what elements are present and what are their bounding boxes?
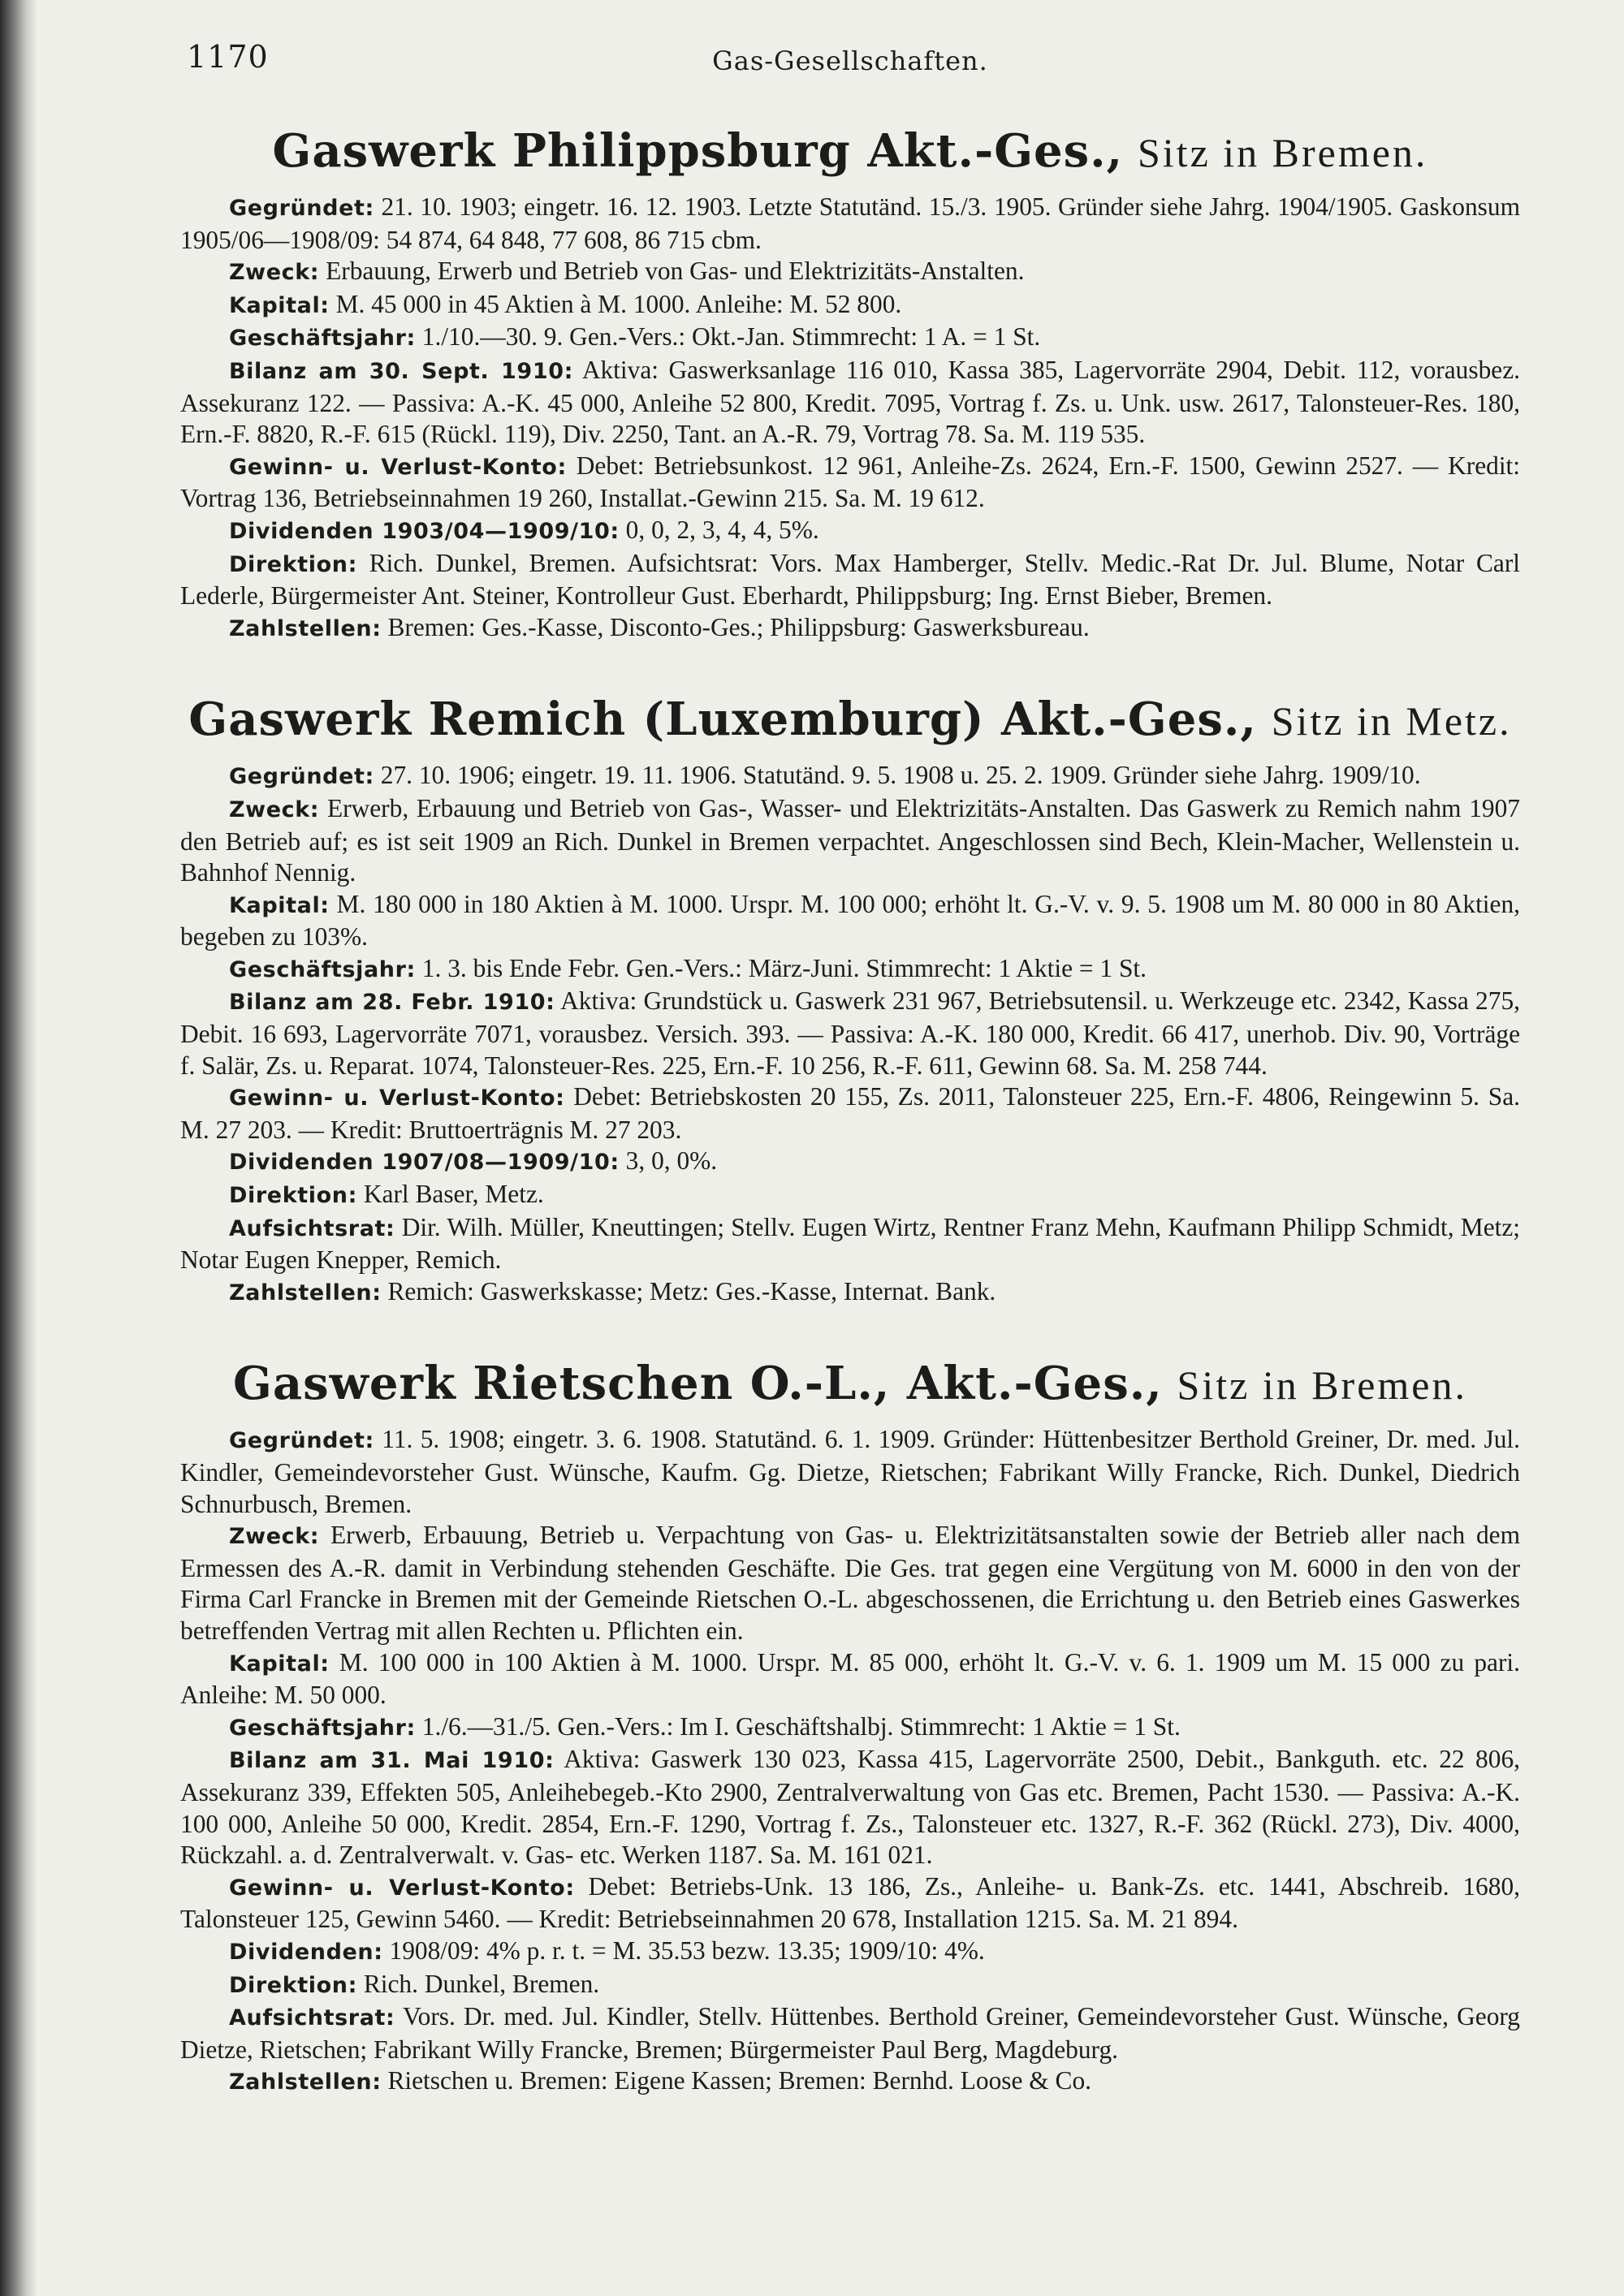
field-text: Debet: Betriebs-Unk. 13 186, Zs., Anleihe- u. Bank-Zs. etc. 1441, Abschreib. 1680, Talonsteuer 125, Gewinn 5460. — Kredit: Betriebseinnahmen 20 678, Installation 1215. Sa. M. 21 894.	[180, 1871, 1520, 1934]
field-label: Direktion:	[229, 551, 357, 577]
field-text: Vors. Dr. med. Jul. Kindler, Stellv. Hüttenbes. Berthold Greiner, Gemeindevorsteher Gust. Wünsche, Georg Dietze, Rietschen; Fabrikant Willy Francke, Bremen; Bürgermeister Paul Berg, Magdeburg.	[180, 2002, 1520, 2064]
field-label: Geschäftsjahr:	[229, 1715, 416, 1741]
company-entry	[180, 690, 1520, 1309]
company-title	[180, 1354, 1520, 1414]
field-label: Zweck:	[229, 260, 320, 286]
field-text: Debet: Betriebskosten 20 155, Zs. 2011, Talonsteuer 225, Ern.-F. 4806, Reingewinn 5. Sa. M. 27 203. — Kredit: Bruttoerträgnis M. 27 203.	[180, 1082, 1520, 1144]
company-list	[180, 122, 1520, 2099]
field-label: Geschäftsjahr:	[229, 956, 416, 982]
company-field	[180, 1081, 1520, 1146]
field-text: Rich. Dunkel, Bremen.	[363, 1969, 600, 1998]
field-text: Karl Baser, Metz.	[363, 1180, 544, 1209]
document-page	[180, 36, 1520, 2099]
field-text: Aktiva: Gaswerk 130 023, Kassa 415, Lagervorräte 2500, Debit., Bankguth. etc. 22 806, Assekuranz 339, Effekten 505, Anleihebegeb.-Kto 2900, Zentralverwaltung von Gas etc. Bremen, Pacht 1530. — Passiva: A.-K. 100 000, Anleihe 50 000, Kredit. 2854, Ern.-F. 1290, Vortrag f. Zs., Talonsteuer etc. 1327, R.-F. 362 (Rückl. 273), Div. 4000, Rückzahl. a. d. Zentralverwalt. v. Gas- etc. Werken 1187. Sa. M. 161 021.	[180, 1745, 1520, 1870]
field-text: Rich. Dunkel, Bremen. Aufsichtsrat: Vors. Max Hamberger, Stellv. Medic.-Rat Dr. Jul. Blume, Notar Carl Lederle, Bürgermeister Ant. Steiner, Kontrolleur Gust. Eberhardt, Philippsburg; Ing. Ernst Bieber, Bremen.	[180, 548, 1520, 611]
company-name: Gaswerk Rietschen O.-L., Akt.-Ges.,	[233, 1357, 1163, 1411]
company-entry	[180, 122, 1520, 645]
field-label: Direktion:	[229, 1183, 357, 1209]
company-field	[180, 889, 1520, 953]
field-text: 11. 5. 1908; eingetr. 3. 6. 1908. Statutänd. 6. 1. 1909. Gründer: Hüttenbesitzer Berthold Greiner, Dr. med. Jul. Kindler, Gemeindevorsteher Gust. Wünsche, Kaufm. Gg. Dietze, Rietschen; Fabrikant Willy Francke, Rich. Dunkel, Diedrich Schnurbusch, Bremen.	[180, 1425, 1520, 1518]
field-label: Kapital:	[229, 292, 330, 318]
company-field	[180, 2065, 1520, 2099]
scan-binding-edge	[0, 0, 37, 2296]
field-text: 3, 0, 0%.	[625, 1146, 718, 1176]
company-entry	[180, 1354, 1520, 2098]
field-text: 1908/09: 4% p. r. t. = M. 35.53 bezw. 13.35; 1909/10: 4%.	[389, 1936, 985, 1965]
company-field	[180, 192, 1520, 256]
page-number: 1170	[187, 39, 269, 75]
company-field	[180, 256, 1520, 289]
company-field	[180, 1212, 1520, 1276]
running-head	[180, 36, 1520, 84]
field-label: Zweck:	[229, 796, 320, 822]
field-text: M. 45 000 in 45 Aktien à M. 1000. Anleihe: M. 52 800.	[335, 289, 902, 318]
company-field	[180, 793, 1520, 889]
company-field	[180, 1711, 1520, 1745]
field-text: 1./10.—30. 9. Gen.-Vers.: Okt.-Jan. Stimmrecht: 1 A. = 1 St.	[421, 322, 1041, 352]
field-text: Dir. Wilh. Müller, Kneuttingen; Stellv. Eugen Wirtz, Rentner Franz Mehn, Kaufmann Philipp Schmidt, Metz; Notar Eugen Knepper, Remich.	[180, 1212, 1521, 1275]
field-label: Kapital:	[229, 892, 330, 918]
field-label: Dividenden 1907/08—1909/10:	[229, 1150, 620, 1176]
company-field	[180, 548, 1520, 612]
field-label: Zahlstellen:	[229, 615, 382, 641]
company-field	[180, 515, 1520, 548]
company-field	[180, 953, 1520, 986]
company-seat: Sitz in Metz.	[1271, 698, 1512, 744]
field-label: Aufsichtsrat:	[229, 2005, 395, 2031]
field-label: Gegründet:	[229, 196, 374, 221]
field-label: Bilanz am 30. Sept. 1910:	[229, 358, 573, 384]
company-field	[180, 1146, 1520, 1179]
field-text: Erbauung, Erwerb und Betrieb von Gas- und Elektrizitäts-Anstalten.	[326, 257, 1025, 286]
field-text: Aktiva: Gaswerksanlage 116 010, Kassa 385, Lagervorräte 2904, Debit. 112, vorausbez. Assekuranz 122. — Passiva: A.-K. 45 000, Anleihe 52 800, Kredit. 7095, Vortrag f. Zs. u. Unk. usw. 2617, Talonsteuer-Res. 180, Ern.-F. 8820, R.-F. 615 (Rückl. 119), Div. 2250, Tant. an A.-R. 79, Vortrag 78. Sa. M. 119 535.	[180, 355, 1520, 449]
company-field	[180, 1276, 1520, 1310]
field-text: 1./6.—31./5. Gen.-Vers.: Im I. Geschäftshalbj. Stimmrecht: 1 Aktie = 1 St.	[421, 1711, 1181, 1741]
company-field	[180, 289, 1520, 322]
field-text: Erwerb, Erbauung und Betrieb von Gas-, Wasser- und Elektrizitäts-Anstalten. Das Gaswerk zu Remich nahm 1907 den Betrieb auf; es ist seit 1909 an Rich. Dunkel in Bremen verpachtet. Angeschlossen sind Bech, Klein-Macher, Wellenstein u. Bahnhof Nennig.	[180, 793, 1520, 887]
field-text: Aktiva: Grundstück u. Gaswerk 231 967, Betriebsutensil. u. Werkzeuge etc. 2342, Kassa 275, Debit. 16 693, Lagervorräte 7071, vorausbez. Versich. 393. — Passiva: A.-K. 180 000, Kredit. 66 417, unerhob. Div. 90, Vorträge f. Salär, Zs. u. Reparat. 1074, Talonsteuer-Res. 225, Ern.-F. 10 256, R.-F. 611, Gewinn 68. Sa. M. 258 744.	[180, 986, 1520, 1080]
field-label: Kapital:	[229, 1651, 330, 1677]
field-label: Zweck:	[229, 1524, 320, 1550]
field-text: Debet: Betriebsunkost. 12 961, Anleihe-Zs. 2624, Ern.-F. 1500, Gewinn 2527. — Kredit: Vortrag 136, Betriebseinnahmen 19 260, Installat.-Gewinn 215. Sa. M. 19 612.	[180, 451, 1520, 513]
company-field	[180, 2001, 1520, 2065]
company-field	[180, 1520, 1520, 1646]
field-label: Dividenden 1903/04—1909/10:	[229, 518, 620, 544]
field-text: Erwerb, Erbauung, Betrieb u. Verpachtung von Gas- u. Elektrizitätsanstalten sowie der Betrieb aller nach dem Ermessen des A.-R. damit in Verbindung stehenden Geschäfte. Die Ges. trat gegen eine Vergütung von M. 6000 in den von der Firma Carl Francke in Bremen mit der Gemeinde Rietschen O.-L. abgeschossenen, die Errichtung u. den Betrieb eines Gaswerkes betreffenden Vertrag mit allen Rechten u. Pflichten ein.	[180, 1521, 1520, 1645]
field-text: 0, 0, 2, 3, 4, 4, 5%.	[625, 515, 819, 544]
field-label: Zahlstellen:	[229, 1280, 382, 1306]
field-text: 21. 10. 1903; eingetr. 16. 12. 1903. Letzte Statutänd. 15./3. 1905. Gründer siehe Jahrg. 1904/1905. Gaskonsum 1905/06—1908/09: 54 874, 64 848, 77 608, 86 715 cbm.	[180, 192, 1520, 254]
company-seat: Sitz in Bremen.	[1177, 1362, 1467, 1409]
field-label: Aufsichtsrat:	[229, 1215, 395, 1241]
company-name: Gaswerk Philippsburg Akt.-Ges.,	[272, 124, 1124, 178]
company-title	[180, 122, 1520, 182]
field-label: Dividenden:	[229, 1939, 383, 1965]
field-text: Remich: Gaswerkskasse; Metz: Ges.-Kasse, Internat. Bank.	[387, 1276, 996, 1306]
company-field	[180, 1936, 1520, 1969]
company-field	[180, 986, 1520, 1081]
company-field	[180, 1969, 1520, 2002]
field-label: Gegründet:	[229, 764, 374, 790]
field-text: M. 180 000 in 180 Aktien à M. 1000. Urspr. M. 100 000; erhöht lt. G.-V. v. 9. 5. 1908 um M. 80 000 in 80 Aktien, begeben zu 103%.	[180, 889, 1520, 952]
company-field	[180, 322, 1520, 355]
field-text: M. 100 000 in 100 Aktien à M. 1000. Urspr. M. 85 000, erhöht lt. G.-V. v. 6. 1. 1909 um M. 15 000 zu pari. Anleihe: M. 50 000.	[180, 1647, 1520, 1710]
company-field	[180, 760, 1520, 793]
company-field	[180, 1647, 1520, 1711]
field-text: 27. 10. 1906; eingetr. 19. 11. 1906. Statutänd. 9. 5. 1908 u. 25. 2. 1909. Gründer siehe Jahrg. 1909/10.	[380, 761, 1421, 790]
company-field	[180, 1871, 1520, 1936]
company-field	[180, 1744, 1520, 1871]
company-seat: Sitz in Bremen.	[1137, 130, 1428, 175]
field-label: Direktion:	[229, 1972, 357, 1998]
field-label: Gewinn- u. Verlust-Konto:	[229, 1875, 575, 1901]
field-text: Bremen: Ges.-Kasse, Disconto-Ges.; Philippsburg: Gaswerksbureau.	[387, 612, 1090, 641]
running-title: Gas-Gesellschaften.	[712, 45, 988, 76]
field-label: Gewinn- u. Verlust-Konto:	[229, 454, 567, 480]
company-field	[180, 355, 1520, 451]
company-field	[180, 1424, 1520, 1520]
company-name: Gaswerk Remich (Luxemburg) Akt.-Ges.,	[188, 693, 1257, 747]
field-label: Zahlstellen:	[229, 2069, 382, 2095]
field-label: Gewinn- u. Verlust-Konto:	[229, 1085, 565, 1111]
company-field	[180, 1179, 1520, 1212]
field-text: Rietschen u. Bremen: Eigene Kassen; Bremen: Bernhd. Loose & Co.	[387, 2066, 1092, 2095]
field-text: 1. 3. bis Ende Febr. Gen.-Vers.: März-Juni. Stimmrecht: 1 Aktie = 1 St.	[421, 953, 1147, 982]
field-label: Bilanz am 31. Mai 1910:	[229, 1748, 555, 1774]
company-field	[180, 451, 1520, 515]
field-label: Gegründet:	[229, 1428, 374, 1454]
company-field	[180, 612, 1520, 645]
company-title	[180, 690, 1520, 750]
field-label: Geschäftsjahr:	[229, 326, 416, 352]
field-label: Bilanz am 28. Febr. 1910:	[229, 990, 555, 1016]
